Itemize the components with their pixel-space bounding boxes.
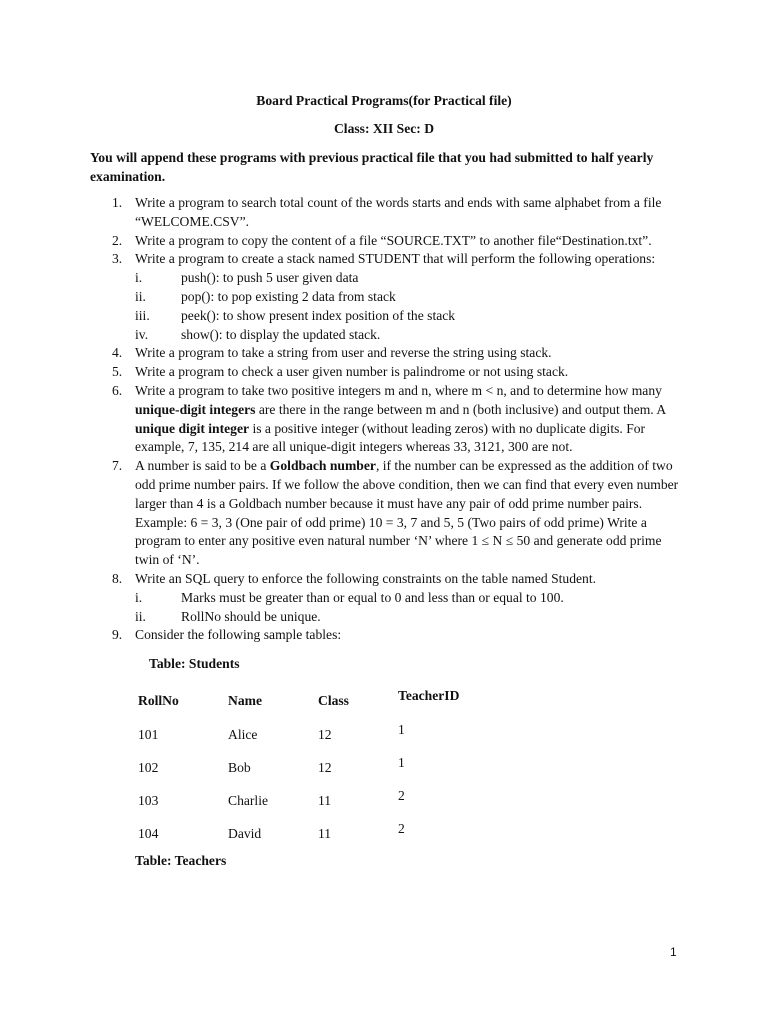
table-cell: 1 [398,722,405,737]
table-header-cell: Name [228,693,262,708]
item-number: 7. [112,458,123,474]
item-number: 6. [112,382,123,398]
table-cell: David [228,826,262,841]
sub-item-text: Marks must be greater than or equal to 0 and less than or equal to 100. [181,589,564,605]
sub-item-number: i. [135,589,143,605]
item-bold-term: Goldbach number [269,458,376,474]
program-list [0,194,768,645]
item-text: Write a program to take a string from user and reverse the string using stack. [135,345,552,361]
list-item [0,344,680,363]
item-number: 1. [112,195,123,210]
item-text: Write a program to take two positive integers m and n, where m < n, and to determine how many [135,382,662,398]
table-header-cell: Class [318,693,349,708]
table-header-cell: TeacherID [398,688,460,703]
sub-item-number: iv. [135,326,149,342]
item-number: 2. [112,232,123,248]
item-text: is a positive integer (without leading zeros) with no duplicate digits. For example, 7, 135, 214 are all unique-digit integers whereas 33, 3121, 300 are not. [135,420,646,455]
item-text: A number is said to be a [135,458,270,474]
document-title: Board Practical Programs(for Practical file) [256,93,512,108]
item-number: 5. [112,364,123,380]
table-cell: 12 [318,727,332,742]
sub-item-number: ii. [135,608,146,624]
list-item [0,232,680,251]
sub-item [0,269,680,288]
table-cell: Alice [228,727,258,742]
list-item [0,194,680,232]
list-item [0,570,680,589]
sub-item-text: show(): to display the updated stack. [181,326,381,342]
item-number: 8. [112,570,123,586]
sub-item [0,288,680,307]
list-item [0,382,680,457]
item-text: Consider the following sample tables: [135,627,342,643]
sub-item-text: pop(): to pop existing 2 data from stack [181,288,396,304]
table-cell: 2 [398,821,405,836]
list-item [0,457,680,570]
table-cell: 1 [398,755,405,770]
table-cell: 102 [138,760,159,775]
sub-item-text: peek(): to show present index position of the stack [181,307,456,323]
sub-item [0,326,680,345]
item-text: are there in the range between m and n (both inclusive) and output them. A [255,401,666,417]
table-cell: Bob [228,760,251,775]
item-bold-term: unique digit integer [135,420,250,436]
table-header-cell: RollNo [138,693,179,708]
item-text: Write a program to search total count of the words starts and ends with same alphabet from a file “WELCOME.CSV”. [135,195,662,229]
sub-item-number: i. [135,270,143,286]
item-bold-term: unique-digit integers [135,401,256,417]
table-cell: 103 [138,793,159,808]
table-cell: 11 [318,793,332,808]
list-item [0,250,680,269]
page-number: 1 [670,945,677,959]
students-table-caption: Table: Students [149,656,240,671]
sub-item-number: ii. [135,288,146,304]
item-text: Write a program to copy the content of a file “SOURCE.TXT” to another file“Destination.txt”. [135,232,652,248]
class-line: Class: XII Sec: D [333,121,435,136]
intro-paragraph: You will append these programs with previous practical file that you had submitted to half yearly examination. [90,150,654,184]
table-cell: 104 [138,826,159,841]
table-cell: Charlie [228,793,269,808]
sub-item-number: iii. [135,307,150,323]
table-cell: 101 [138,727,159,742]
list-item [0,626,680,645]
item-text: Write a program to create a stack named STUDENT that will perform the following operations: [135,251,656,267]
item-text: , if the number can be expressed as the addition of two odd prime number pairs. If we follow the above condition, then we can find that every even number larger than 4 is a Goldbach number because it must have any pair of odd prime number pairs. Example: 6 = 3, 3 (One pair of odd prime) 10 = 3, 7 and 5, 5 (Two pairs of odd prime) Write a program to enter any positive even natural number ‘N’ where 1 ≤ N ≤ 50 and generate odd prime twin of ‘N’. [135,458,679,568]
table-cell: 12 [318,760,332,775]
item-number: 4. [112,345,123,361]
sub-item [0,307,680,326]
teachers-table-caption: Table: Teachers [135,853,227,868]
list-item [0,363,680,382]
item-number: 3. [112,251,123,267]
sub-item-text: RollNo should be unique. [181,608,321,624]
sub-item [0,608,680,627]
table-cell: 2 [398,788,405,803]
item-text: Write a program to check a user given number is palindrome or not using stack. [135,364,569,380]
sub-item-text: push(): to push 5 user given data [181,270,359,286]
table-cell: 11 [318,826,332,841]
sub-item [0,589,680,608]
item-number: 9. [112,627,123,643]
item-text: Write an SQL query to enforce the following constraints on the table named Student. [135,570,597,586]
